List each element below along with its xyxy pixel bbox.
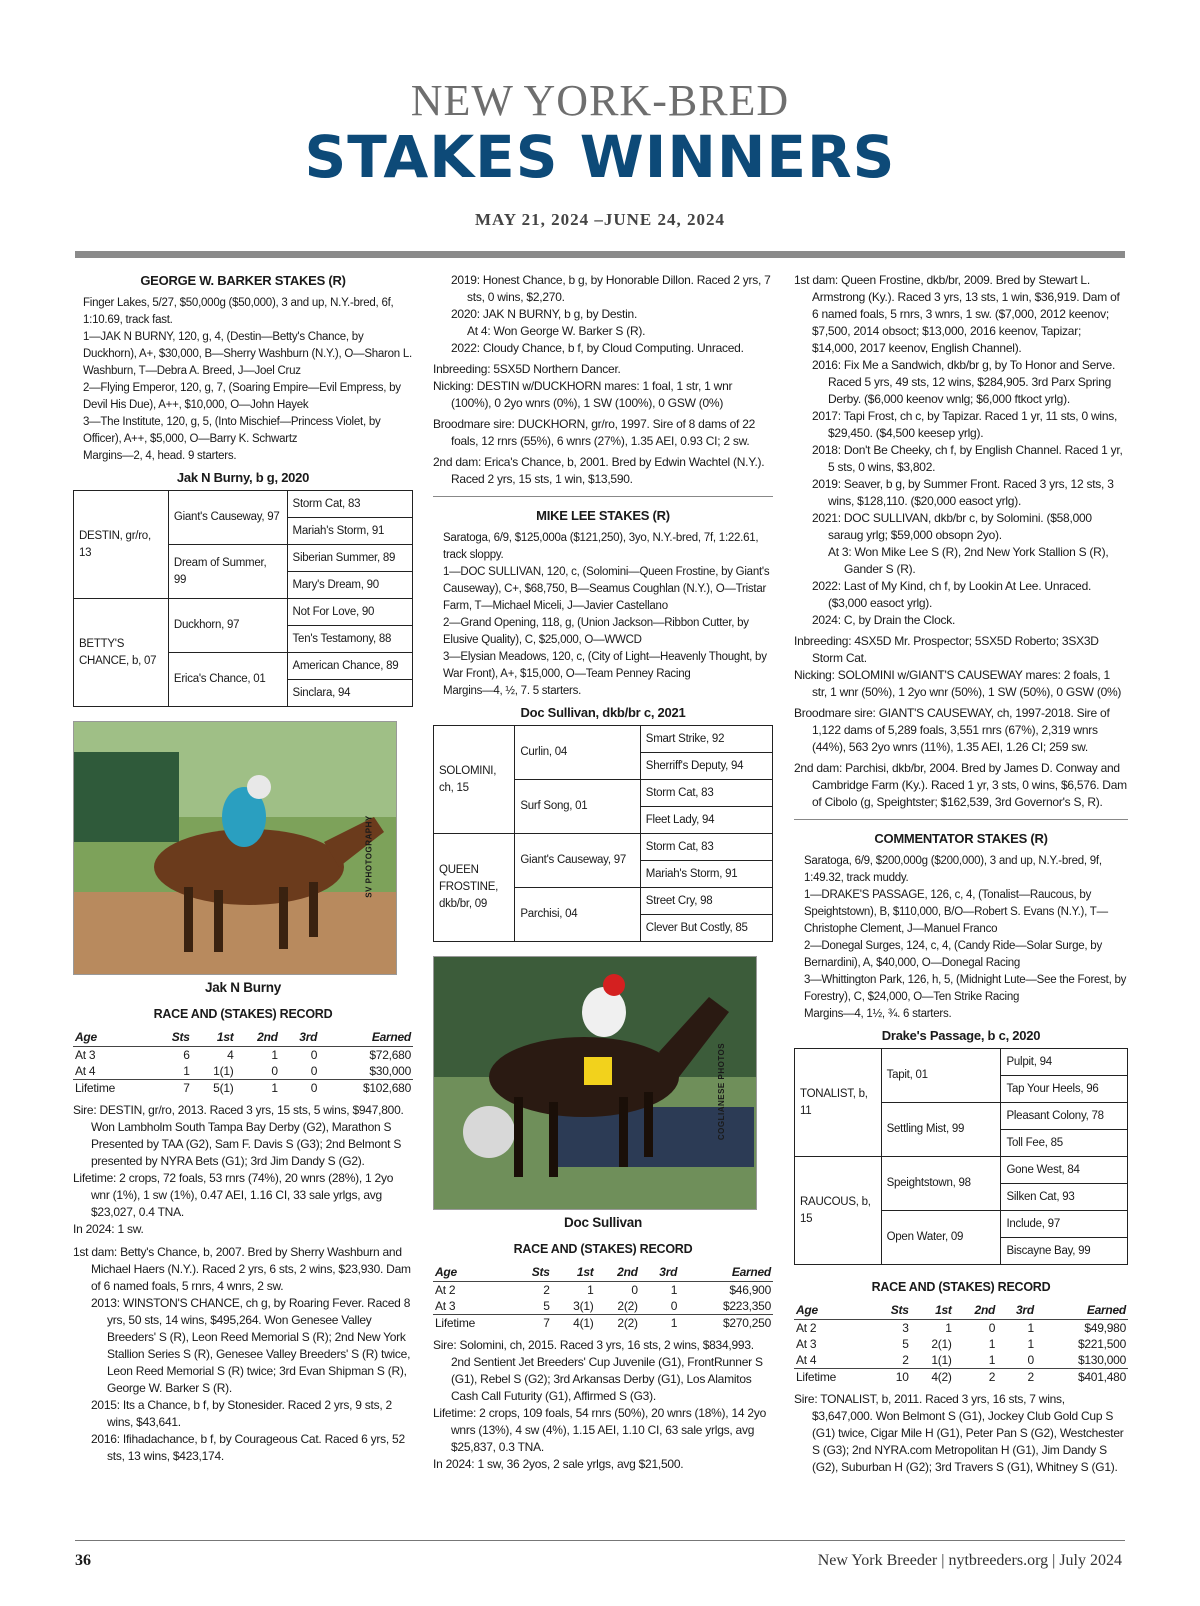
photo-credit: COGLIANESE PHOTOS: [716, 1042, 726, 1141]
col-header: Earned: [319, 1029, 413, 1047]
foal-entry: 2016: Fix Me a Sandwich, dkb/br g, by To Honor and Serve. Raced 5 yrs, 49 sts, 12 wins, $284,905. 3rd Parx Spring Derby. ($6,000 keenov wnlg; $6,000 ftkoct yrlg).: [812, 358, 1116, 406]
first-dam: 1st dam: Queen Frostine, dkb/br, 2009. Bred by Stewart L. Armstrong (Ky.). Raced 3 yrs, 13 sts, 1 win, $36,919. Dam of 6 named foals, 5 rnrs, 3 wnrs, 1 sw. ($7,000, 2012 keenov; $7,500, 2014 obsoct; $13,000, 2016 keenov, Tapizar; $14,000, 2017 keenov, English Channel).: [794, 273, 1120, 355]
pedigree-cell: Siberian Summer, 89: [287, 545, 412, 572]
pedigree-sire: DESTIN, gr/ro, 13: [74, 491, 169, 599]
col-header: 3rd: [640, 1264, 679, 1282]
pedigree-title: Doc Sullivan, dkb/br c, 2021: [520, 705, 686, 720]
third-place: 3—Whittington Park, 126, h, 5, (Midnight Lute—See the Forest, by Forestry), C, $24,000, O—Ten Strike Racing: [804, 974, 1127, 1003]
record-total-row: Lifetime 7 4(1) 2(2) 1 $270,250: [435, 1316, 771, 1330]
pedigree-cell: Not For Love, 90: [287, 599, 412, 626]
foal-entry: 2022: Last of My Kind, ch f, by Lookin At Lee. Unraced. ($3,000 easoct yrlg).: [812, 579, 1092, 610]
foal-entry: 2013: WINSTON'S CHANCE, ch g, by Roaring Fever. Raced 8 yrs, 50 sts, 14 wins, $495,264. Won Genesee Valley Breeders' S (R), Leon Reed Memorial S (R); 2nd New York Stallion Series S (R), Genesee Valley Breeders' S (R) twice, Leon Reed Memorial S (R) twice; 3rd Evan Shipman S (R), George W. Barker S (R).: [91, 1296, 411, 1395]
race-photo: [73, 721, 397, 975]
record-title: RACE AND (STAKES) RECORD: [513, 1242, 693, 1256]
pedigree-sire: TONALIST, b, 11: [795, 1049, 882, 1157]
pedigree-cell: Erica's Chance, 01: [168, 653, 287, 707]
column-1: [73, 272, 413, 1465]
sire-2024: In 2024: 1 sw, 36 2yos, 2 sale yrlgs, avg $21,500.: [433, 1457, 684, 1471]
margins: Margins—2, 4, head. 9 starters.: [83, 450, 237, 462]
pedigree-cell: Sherriff's Deputy, 94: [640, 753, 772, 780]
pedigree-cell: Storm Cat, 83: [640, 834, 772, 861]
pedigree-cell: Parchisi, 04: [515, 888, 640, 942]
foal-entry: 2020: JAK N BURNY, b g, by Destin.: [451, 307, 638, 321]
inbreeding: Inbreeding: 4SX5D Mr. Prospector; 5SX5D Roberto; 3SX3D Storm Cat.: [794, 634, 1099, 665]
pedigree-cell: Mariah's Storm, 91: [287, 518, 412, 545]
pedigree-cell: Speightstown, 98: [881, 1157, 1001, 1211]
col-header: Sts: [512, 1264, 551, 1282]
pedigree-table: [73, 490, 413, 707]
pedigree-cell: Pleasant Colony, 78: [1001, 1103, 1128, 1130]
margins: Margins—4, 1½, ¾. 6 starters.: [804, 1008, 952, 1020]
record-row: At 2 2 1 0 1 $46,900: [435, 1283, 771, 1297]
col-header: Earned: [679, 1264, 773, 1282]
pedigree-cell: Storm Cat, 83: [287, 491, 412, 518]
pedigree-cell: Fleet Lady, 94: [640, 807, 772, 834]
col-header: 1st: [911, 1302, 954, 1320]
col-header: 2nd: [236, 1029, 280, 1047]
pedigree-cell: Curlin, 04: [515, 726, 640, 780]
race-record-table: [433, 1264, 773, 1331]
pedigree-cell: Dream of Summer, 99: [168, 545, 287, 599]
first-dam: 1st dam: Betty's Chance, b, 2007. Bred by Sherry Washburn and Michael Haers (N.Y.). Raced 2 yrs, 6 sts, 2 wins, $23,930. Dam of 6 named foals, 5 rnrs, 4 wnrs, 2 sw.: [73, 1245, 411, 1293]
header-rule: [75, 251, 1125, 258]
pedigree-cell: Tap Your Heels, 96: [1001, 1076, 1128, 1103]
record-row: At 4 2 1(1) 1 0 $130,000: [796, 1353, 1126, 1367]
pedigree-sire: SOLOMINI, ch, 15: [434, 726, 515, 834]
sire-2024: In 2024: 1 sw.: [73, 1222, 144, 1236]
second-place: 2—Grand Opening, 118, g, (Union Jackson—Ribbon Cutter, by Elusive Quality), C, $25,000, O—WWCD: [443, 617, 749, 646]
pedigree-cell: Biscayne Bay, 99: [1001, 1238, 1128, 1265]
pedigree-cell: Giant's Causeway, 97: [515, 834, 640, 888]
col-header: 1st: [192, 1029, 236, 1047]
pedigree-dam: RAUCOUS, b, 15: [795, 1157, 882, 1265]
pedigree-cell: Gone West, 84: [1001, 1157, 1128, 1184]
photo-caption: Doc Sullivan: [563, 1215, 643, 1230]
foal-entry: 2019: Honest Chance, b g, by Honorable Dillon. Raced 2 yrs, 7 sts, 0 wins, $2,270.: [451, 273, 771, 304]
col-header: 2nd: [954, 1302, 997, 1320]
broodmare-sire: Broodmare sire: GIANT'S CAUSEWAY, ch, 1997-2018. Sire of 1,122 dams of 5,289 foals, 3,551 rnrs (67%), 2,319 wnrs (44%), 563 2yo wnrs (11%), 1.35 AEI, 1.26 CI; 259 sw.: [794, 706, 1110, 754]
stakes-title: MIKE LEE STAKES (R): [536, 508, 670, 523]
date-range: MAY 21, 2024 –JUNE 24, 2024: [474, 210, 726, 229]
section-divider: [433, 496, 773, 497]
second-dam: 2nd dam: Erica's Chance, b, 2001. Bred by Edwin Wachtel (N.Y.). Raced 2 yrs, 15 sts, 1 win, $13,590.: [433, 455, 765, 486]
race-info: Saratoga, 6/9, $125,000a ($121,250), 3yo, N.Y.-bred, 7f, 1:22.61, track sloppy.: [443, 532, 759, 561]
record-row: At 3 5 2(1) 1 1 $221,500: [796, 1337, 1126, 1351]
pedigree-cell: Mary's Dream, 90: [287, 572, 412, 599]
col-header: Age: [73, 1029, 152, 1047]
pedigree-cell: Include, 97: [1001, 1211, 1128, 1238]
third-place: 3—The Institute, 120, g, 5, (Into Mischief—Princess Violet, by Officer), A++, $5,000, O—Barry K. Schwartz: [83, 416, 381, 445]
pedigree-table: [794, 1048, 1128, 1265]
pedigree-cell: Settling Mist, 99: [881, 1103, 1001, 1157]
nicking: Nicking: SOLOMINI w/GIANT'S CAUSEWAY mares: 2 foals, 1 str, 1 wnr (50%), 1 2yo wnr (50%), 1 SW (50%), 0 GSW (0%): [794, 668, 1122, 699]
column-3: [794, 272, 1128, 1476]
record-row: At 3 6 4 1 0 $72,680: [75, 1048, 411, 1062]
pedigree-title: Drake's Passage, b c, 2020: [881, 1028, 1041, 1043]
horse-photo-illustration: [74, 722, 396, 974]
col-header: Age: [794, 1302, 872, 1320]
pedigree-cell: Ten's Testamony, 88: [287, 626, 412, 653]
foal-entry: 2021: DOC SULLIVAN, dkb/br c, by Solomini. ($58,000 saraug yrlg; $59,000 obsopn 2yo).: [812, 511, 1092, 542]
foal-entry: 2015: Its a Chance, b f, by Stonesider. Raced 2 yrs, 9 sts, 2 wins, $43,641.: [91, 1398, 392, 1429]
sire-info: Sire: Solomini, ch, 2015. Raced 3 yrs, 16 sts, 2 wins, $834,993. 2nd Sentient Jet Breeders' Cup Juvenile (G1), FrontRunner S (G1), Rebel S (G2); 3rd Arkansas Derby (G1), Los Alamitos Cash Call Futurity (G1), Affirmed S (G3).: [433, 1338, 763, 1403]
col-header: Sts: [872, 1302, 911, 1320]
page-number: 36: [75, 1552, 91, 1569]
record-title: RACE AND (STAKES) RECORD: [153, 1007, 333, 1021]
pedigree-cell: Pulpit, 94: [1001, 1049, 1128, 1076]
column-2: [433, 272, 773, 1473]
col-header: 2nd: [596, 1264, 640, 1282]
sire-lifetime: Lifetime: 2 crops, 72 foals, 53 rnrs (74%), 20 wnrs (28%), 1 2yo wnr (1%), 1 sw (1%), 0.47 AEI, 1.16 CI, 33 sale yrlgs, avg $23,027, 0.4 TNA.: [73, 1171, 394, 1219]
race-info: Finger Lakes, 5/27, $50,000g ($50,000), 3 and up, N.Y.-bred, 6f, 1:10.69, track fast.: [83, 297, 394, 326]
pedigree-dam: QUEEN FROSTINE, dkb/br, 09: [434, 834, 515, 942]
foal-entry: 2018: Don't Be Cheeky, ch f, by English Channel. Raced 1 yr, 5 sts, 0 wins, $3,802.: [812, 443, 1123, 474]
sire-info: Sire: DESTIN, gr/ro, 2013. Raced 3 yrs, 15 sts, 5 wins, $947,800. Won Lambholm South Tampa Bay Derby (G2), Marathon S Presented by TAA (G2), Sam F. Davis S (G3); 2nd Belmont S presented by NYRA Bets (G1); 3rd Jim Dandy S (G2).: [73, 1103, 404, 1168]
record-total-row: Lifetime 7 5(1) 1 0 $102,680: [75, 1081, 411, 1095]
race-record-table: [73, 1029, 413, 1096]
broodmare-sire: Broodmare sire: DUCKHORN, gr/ro, 1997. Sire of 8 dams of 22 foals, 12 rnrs (55%), 6 wnrs (27%), 1.35 AEI, 0.93 CI; 2 sw.: [433, 417, 756, 448]
col-header: 3rd: [997, 1302, 1036, 1320]
pedigree-cell: Silken Cat, 93: [1001, 1184, 1128, 1211]
pedigree-cell: Tapit, 01: [881, 1049, 1001, 1103]
foal-stakes-note: At 3: Won Mike Lee S (R), 2nd New York Stallion S (R), Gander S (R).: [828, 545, 1109, 576]
race-photo: [433, 956, 757, 1210]
first-place: 1—DRAKE'S PASSAGE, 126, c, 4, (Tonalist—Raucous, by Speightstown), B, $110,000, B/O—Robert S. Evans (N.Y.), T—Christophe Clement, J—Manuel Franco: [804, 889, 1108, 935]
pedigree-cell: Street Cry, 98: [640, 888, 772, 915]
pedigree-cell: Surf Song, 01: [515, 780, 640, 834]
pedigree-cell: Giant's Causeway, 97: [168, 491, 287, 545]
inbreeding: Inbreeding: 5SX5D Northern Dancer.: [433, 362, 621, 376]
nicking: Nicking: DESTIN w/DUCKHORN mares: 1 foal, 1 str, 1 wnr (100%), 0 2yo wnrs (0%), 1 SW (100%), 0 GSW (0%): [433, 379, 733, 410]
col-header: 1st: [552, 1264, 596, 1282]
record-row: At 4 1 1(1) 0 0 $30,000: [75, 1064, 411, 1078]
second-dam: 2nd dam: Parchisi, dkb/br, 2004. Bred by James D. Conway and Cambridge Farm (Ky.). Raced 1 yr, 3 sts, 0 wins, $6,576. Dam of Cibolo (g, Speightster; $162,539, 3rd Governor's S, R).: [794, 761, 1127, 809]
sire-lifetime: Lifetime: 2 crops, 109 foals, 54 rnrs (50%), 20 wnrs (18%), 14 2yo wnrs (13%), 4 sw (4%), 1.15 AEI, 1.10 CI, 63 sale yrlgs, avg $25,837, 0.3 TNA.: [433, 1406, 766, 1454]
margins: Margins—4, ½, 7. 5 starters.: [443, 685, 582, 697]
pedigree-cell: Clever But Costly, 85: [640, 915, 772, 942]
col-header: Earned: [1036, 1302, 1128, 1320]
col-header: Age: [433, 1264, 512, 1282]
second-place: 2—Donegal Surges, 124, c, 4, (Candy Ride—Solar Surge, by Bernardini), A, $40,000, O—Donegal Racing: [804, 940, 1102, 969]
third-place: 3—Elysian Meadows, 120, c, (City of Light—Heavenly Thought, by War Front), A+, $15,000, O—Team Penney Racing: [443, 651, 767, 680]
page-title: STAKES WINNERS: [304, 123, 896, 191]
pedigree-cell: Storm Cat, 83: [640, 780, 772, 807]
foal-stakes-note: At 4: Won George W. Barker S (R).: [467, 324, 646, 338]
header-kicker: NEW YORK-BRED: [410, 76, 790, 125]
pedigree-cell: Smart Strike, 92: [640, 726, 772, 753]
record-row: At 2 3 1 0 1 $49,980: [796, 1321, 1126, 1335]
foal-entry: 2019: Seaver, b g, by Summer Front. Raced 3 yrs, 12 sts, 3 wins, $128,110. ($20,000 easoct yrlg).: [812, 477, 1114, 508]
pedigree-table: [433, 725, 773, 942]
pedigree-cell: Sinclara, 94: [287, 680, 412, 707]
pedigree-cell: Mariah's Storm, 91: [640, 861, 772, 888]
record-row: At 3 5 3(1) 2(2) 0 $223,350: [435, 1299, 771, 1313]
col-header: 3rd: [280, 1029, 319, 1047]
photo-credit: SV PHOTOGRAPHY: [364, 815, 374, 898]
photo-caption: Jak N Burny: [204, 980, 282, 995]
foal-entry: 2024: C, by Drain the Clock.: [812, 613, 956, 627]
horse-photo-illustration: [434, 957, 756, 1209]
stakes-title: COMMENTATOR STAKES (R): [874, 831, 1048, 846]
race-record-table: [794, 1302, 1128, 1385]
foal-entry: 2016: Ifihadachance, b f, by Courageous Cat. Raced 6 yrs, 52 sts, 13 wins, $423,174.: [91, 1432, 405, 1463]
footer-rule: [75, 1540, 1125, 1541]
stakes-title: GEORGE W. BARKER STAKES (R): [140, 273, 346, 288]
pedigree-cell: Duckhorn, 97: [168, 599, 287, 653]
foal-entry: 2017: Tapi Frost, ch c, by Tapizar. Raced 1 yr, 11 sts, 0 wins, $29,450. ($4,500 keesep yrlg).: [812, 409, 1118, 440]
section-divider: [794, 819, 1128, 820]
pedigree-dam: BETTY'S CHANCE, b, 07: [74, 599, 169, 707]
record-title: RACE AND (STAKES) RECORD: [871, 1280, 1051, 1294]
foal-entry: 2022: Cloudy Chance, b f, by Cloud Computing. Unraced.: [451, 341, 744, 355]
first-place: 1—DOC SULLIVAN, 120, c, (Solomini—Queen Frostine, by Giant's Causeway), C+, $68,750, B—Seamus Coughlan (N.Y.), O—Tristar Farm, T—Michael Miceli, J—Javier Castellano: [443, 566, 770, 612]
first-place: 1—JAK N BURNY, 120, g, 4, (Destin—Betty's Chance, by Duckhorn), A+, $30,000, B—Sherry Washburn (N.Y.), O—Sharon L. Washburn, T—Debra A. Breed, J—Joel Cruz: [83, 331, 412, 377]
pedigree-cell: American Chance, 89: [287, 653, 412, 680]
second-place: 2—Flying Emperor, 120, g, 7, (Soaring Empire—Evil Empress, by Devil His Due), A++, $10,000, O—John Hayek: [83, 382, 401, 411]
sire-info: Sire: TONALIST, b, 2011. Raced 3 yrs, 16 sts, 7 wins, $3,647,000. Won Belmont S (G1), Jockey Club Gold Cup S (G1) twice, Cigar Mile H (G1), Peter Pan S (G2), Westchester S (G3); 2nd NYRA.com Metropolitan H (G1), Jim Dandy S (G2), Suburban H (G2); 3rd Travers S (G1), Whitney S (G1).: [794, 1392, 1124, 1474]
pedigree-cell: Toll Fee, 85: [1001, 1130, 1128, 1157]
pedigree-cell: Open Water, 09: [881, 1211, 1001, 1265]
col-header: Sts: [152, 1029, 191, 1047]
race-info: Saratoga, 6/9, $200,000g ($200,000), 3 and up, N.Y.-bred, 9f, 1:49.32, track muddy.: [804, 855, 1102, 884]
record-total-row: Lifetime 10 4(2) 2 2 $401,480: [796, 1370, 1126, 1384]
pedigree-title: Jak N Burny, b g, 2020: [176, 470, 310, 485]
publication-credit: New York Breeder | nytbreeders.org | July 2024: [817, 1552, 1122, 1569]
